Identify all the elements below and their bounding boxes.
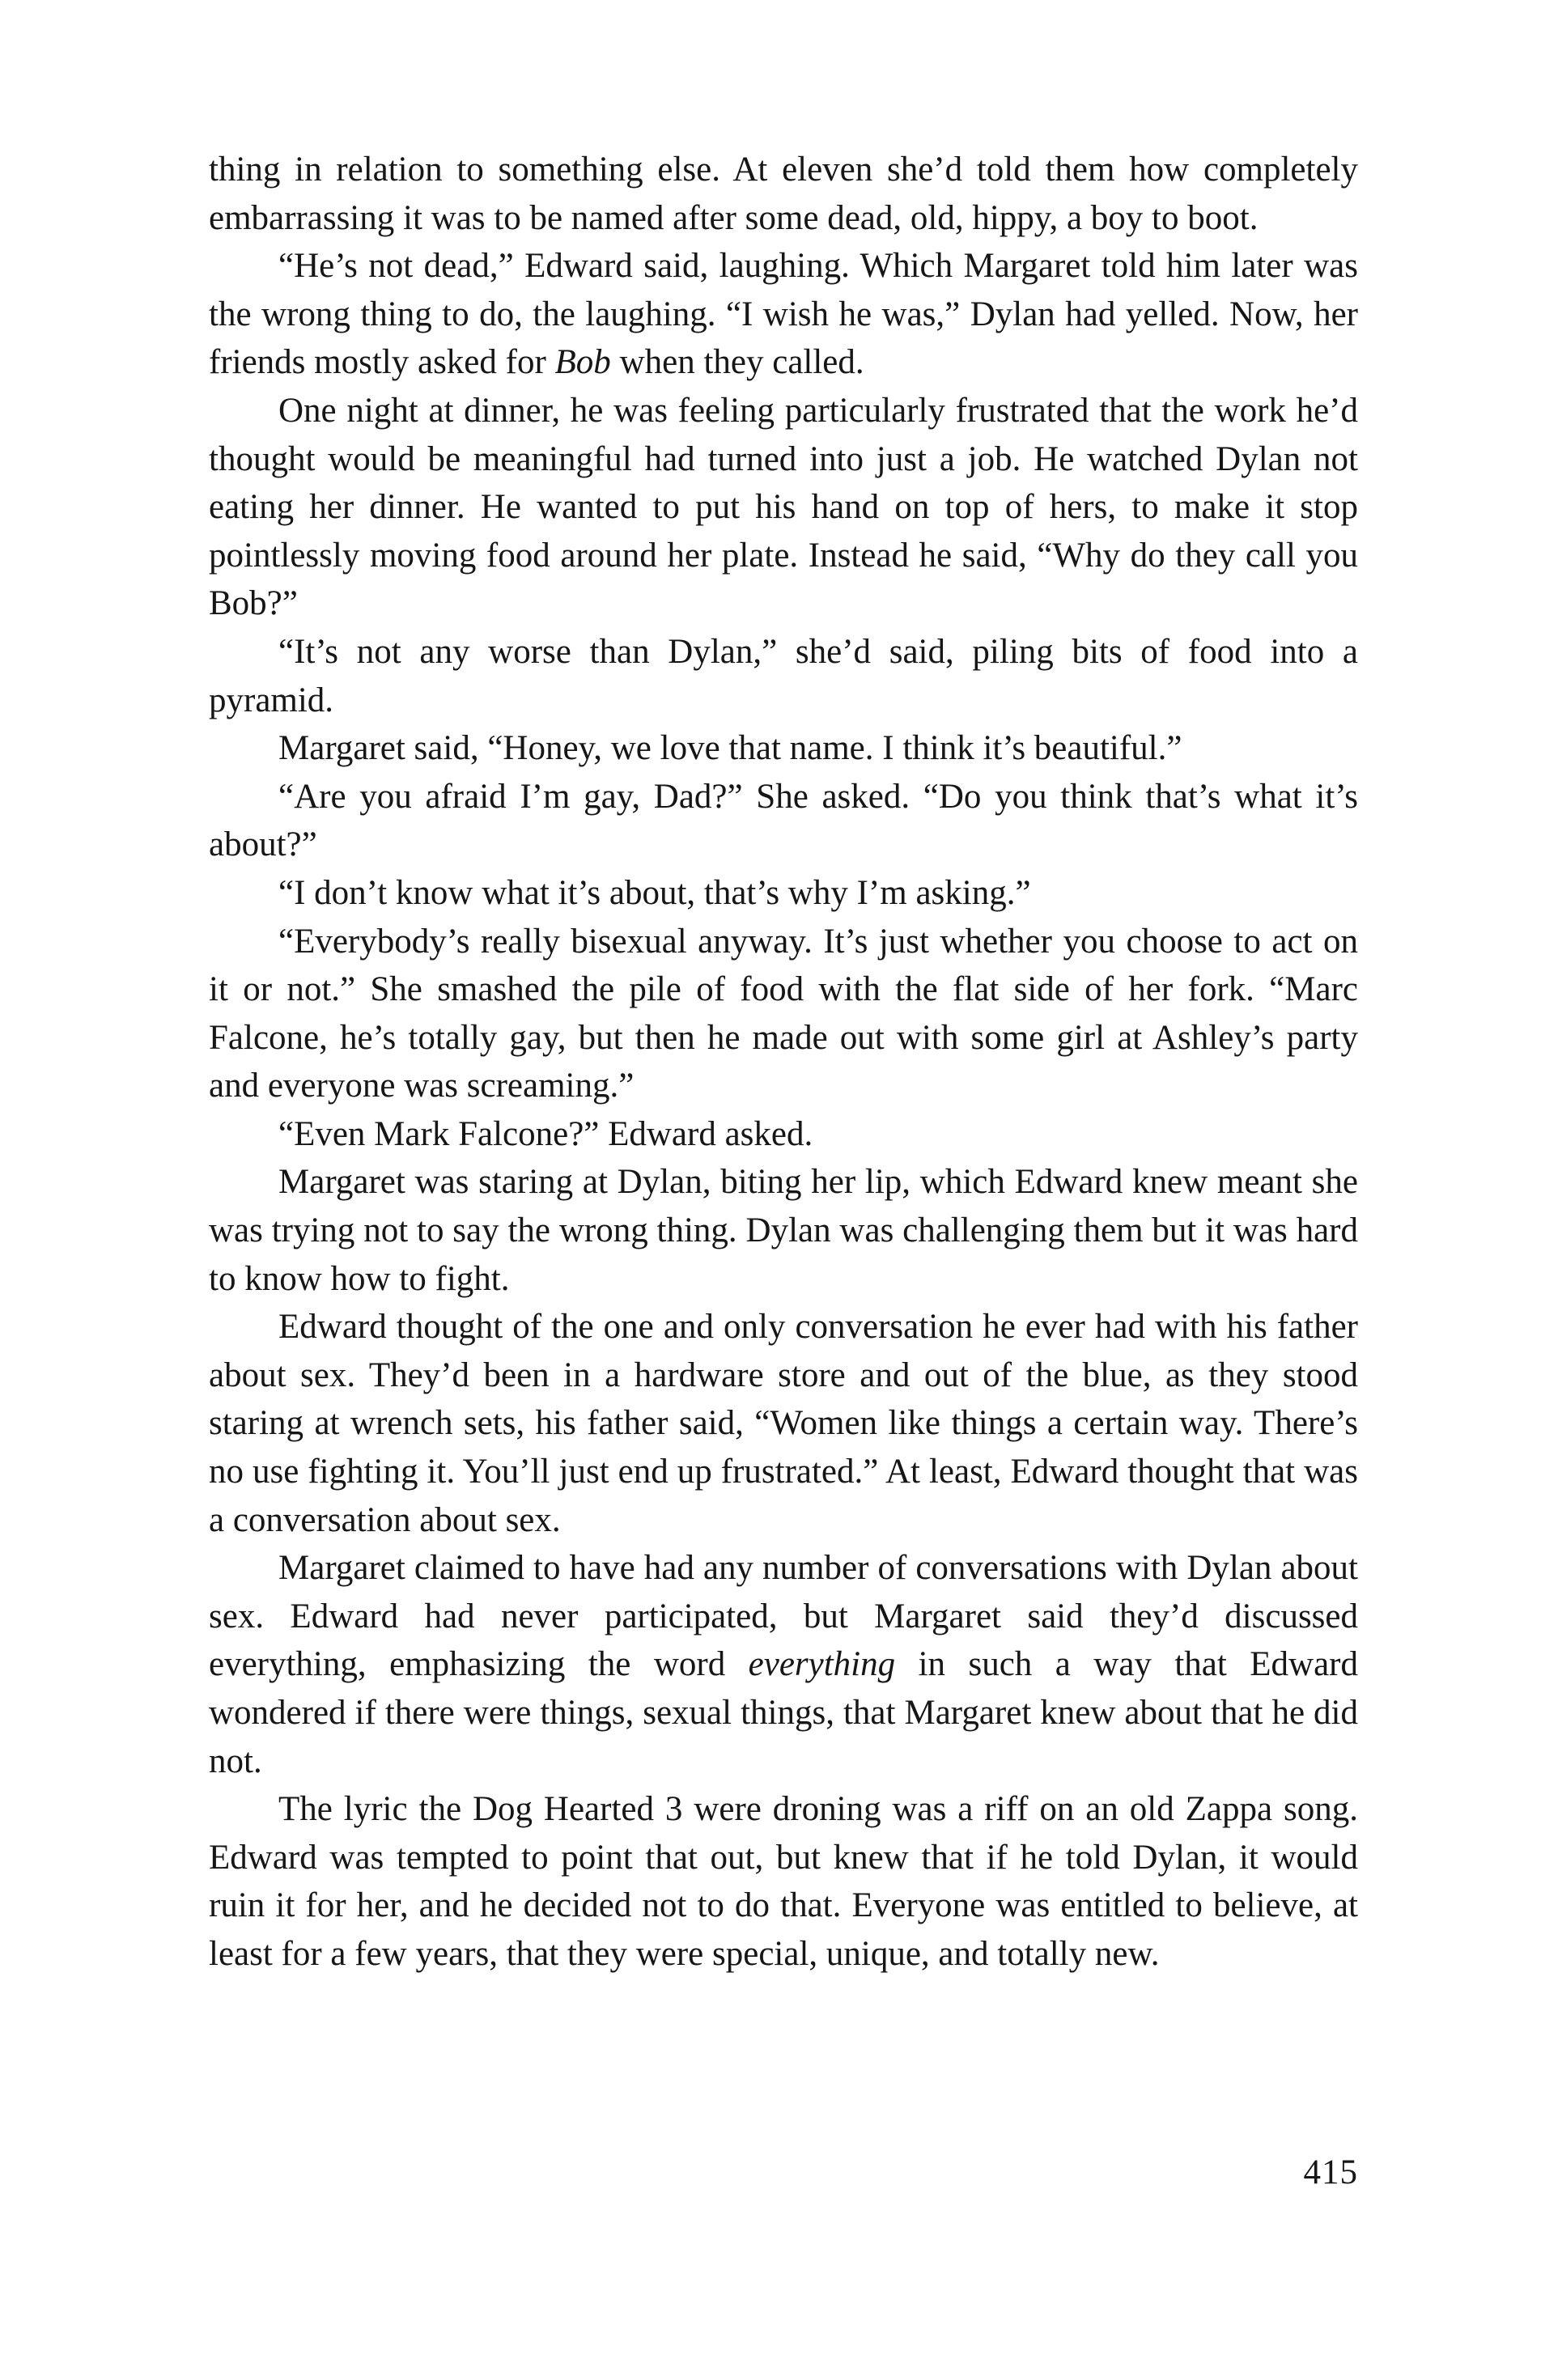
paragraph xyxy=(209,869,1358,918)
paragraph xyxy=(209,387,1358,628)
paragraph xyxy=(209,773,1358,869)
text-run: Margaret said, “Honey, we love that name. I think it’s beautiful.” xyxy=(278,729,1182,768)
text-run: “He’s not dead,” Edward said, laughing. Which Margaret told him later was the wrong thing to do, the laughing. “I wish he was,” Dylan had yelled. Now, her friends mostly asked for xyxy=(209,247,1358,382)
paragraph xyxy=(209,724,1358,773)
paragraph xyxy=(209,1110,1358,1159)
body-text xyxy=(209,146,1358,1979)
paragraph xyxy=(209,1544,1358,1785)
paragraph xyxy=(209,1303,1358,1544)
text-run: “Are you afraid I’m gay, Dad?” She asked. “Do you think that’s what it’s about?” xyxy=(209,777,1358,864)
text-run: thing in relation to something else. At eleven she’d told them how completely embarrassing it was to be named after some dead, old, hippy, a boy to boot. xyxy=(209,151,1358,237)
italic-text: everything xyxy=(748,1645,896,1684)
paragraph xyxy=(209,1785,1358,1978)
italic-text: Bob xyxy=(554,343,611,382)
text-run: when they called. xyxy=(610,343,864,382)
paragraph xyxy=(209,1158,1358,1303)
text-run: Margaret claimed to have had any number of conversations with Dylan about sex. Edward had never participated, but Margaret said they’d discussed everything, emphasizing the word xyxy=(209,1549,1358,1684)
text-run: “I don’t know what it’s about, that’s why I’m asking.” xyxy=(278,873,1031,912)
text-run: Edward thought of the one and only conversation he ever had with his father about sex. They’d been in a hardware store and out of the blue, as they stood staring at wrench sets, his father said, “Women like things a certain way. There’s no use fighting it. You’ll just end up frustrated.” At least, Edward thought that was a conversation about sex. xyxy=(209,1308,1358,1539)
paragraph xyxy=(209,918,1358,1110)
text-run: “It’s not any worse than Dylan,” she’d said, piling bits of food into a pyramid. xyxy=(209,632,1358,719)
text-run: One night at dinner, he was feeling particularly frustrated that the work he’d thought would be meaningful had turned into just a job. He watched Dylan not eating her dinner. He wanted to put his hand on top of hers, to make it stop pointlessly moving food around her plate. Instead he said, “Why do they call you Bob?” xyxy=(209,391,1358,623)
paragraph xyxy=(209,146,1358,242)
text-run: Margaret was staring at Dylan, biting her lip, which Edward knew meant she was trying not to say the wrong thing. Dylan was challenging them but it was hard to know how to fight. xyxy=(209,1163,1358,1298)
paragraph xyxy=(209,242,1358,387)
text-run: “Even Mark Falcone?” Edward asked. xyxy=(278,1114,813,1153)
text-run: in such a way that Edward wondered if there were things, sexual things, that Margaret knew about that he did not. xyxy=(209,1645,1358,1780)
text-run: “Everybody’s really bisexual anyway. It’s just whether you choose to act on it or not.” She smashed the pile of food with the flat side of her fork. “Marc Falcone, he’s totally gay, but then he made out with some girl at Ashley’s party and everyone was screaming.” xyxy=(209,922,1358,1105)
page-number: 415 xyxy=(1303,2153,1358,2191)
text-run: The lyric the Dog Hearted 3 were droning was a riff on an old Zappa song. Edward was tempted to point that out, but knew that if he told Dylan, it would ruin it for her, and he decided not to do that. Everyone was entitled to believe, at least for a few years, that they were special, unique, and totally new. xyxy=(209,1790,1358,1973)
paragraph xyxy=(209,628,1358,724)
